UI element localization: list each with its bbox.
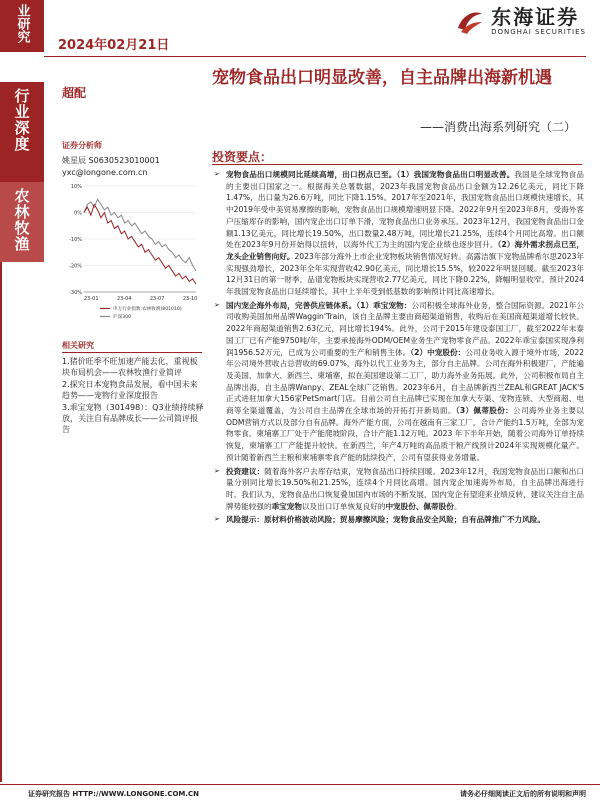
bold-text-run: 宠物食品出口规模同比延续高增，出口拐点已至。（1）我国宠物食品出口明显改善。	[226, 170, 515, 179]
text-run: 以及出口订单恢复良好的	[301, 501, 386, 511]
investment-points-body	[212, 169, 584, 528]
header-divider	[44, 56, 586, 57]
sidebar-divider	[0, 262, 2, 782]
sidebar-top-label: 业研究	[0, 0, 44, 52]
bullet-icon: ➢	[214, 300, 220, 309]
point-paragraph	[212, 169, 584, 298]
analyst-email[interactable]: yxc@longone.com.cn	[62, 168, 148, 177]
bold-text-run: （2）中宠股份：	[410, 347, 466, 357]
report-title: 宠物食品出口明显改善，自主品牌出海新机遇	[212, 68, 552, 88]
bold-text-run: 乖宝宠物	[271, 501, 302, 511]
report-subtitle: ——消费出海系列研究（二）	[419, 120, 576, 134]
performance-chart	[60, 180, 200, 330]
bold-text-run: 投资建议：	[226, 466, 265, 476]
related-item[interactable]: 2.探究日本宠物食品发展，看中国未来趋势——宠物行业深度报告	[62, 379, 198, 401]
company-logo	[455, 6, 586, 36]
related-divider	[62, 352, 202, 353]
related-research-heading: 相关研究	[62, 341, 94, 350]
rating-label: 超配	[62, 86, 87, 100]
footer-left[interactable]: 证券研究报告 HTTP://WWW.LONGONE.COM.CN	[28, 790, 200, 798]
bold-text-run: （2）海外需求拐点已至，龙头企业销售向好。	[226, 240, 585, 261]
investment-points-divider	[212, 164, 582, 165]
legend-label: 申万行业指数:农林牧渔(801010)	[113, 307, 182, 312]
y-tick-label: -30%	[69, 290, 82, 296]
bold-text-run: 中宠股份、佩蒂股份	[385, 501, 454, 511]
point-paragraph	[212, 514, 584, 526]
left-sidebar	[0, 0, 44, 800]
series-line-hs300	[84, 199, 196, 270]
y-tick-label: -10%	[69, 237, 82, 243]
bold-text-run: 风险提示：原材料价格波动风险；贸易摩擦风险；宠物食品安全风险；自有品牌推广不力风险。	[226, 515, 545, 525]
text-run: 2023年部分海外上市企业宠物板块销售情况好转。高露洁旗下宠物品牌希尔思2023年实现强劲增长，2023年全年实现营收42.90亿美元，同比增长15.5%，较2022年明显回暖。截至2023年12月31日的第一财季，品谱宠物板块实现营收2.77亿美元，同比下降0.22%，降幅明显收窄。预计2024年我国宠物食品出口延续增长，其中上半年受到低基数的影响预计同比高速增长。	[226, 251, 584, 297]
report-date: 2024年02月21日	[58, 38, 170, 53]
y-tick-label: 10%	[70, 184, 82, 190]
sidebar-tag-sector: 农林牧渔	[0, 182, 44, 262]
bullet-icon: ➢	[214, 466, 220, 475]
text-run: 公司积极全球海外业务，整合国际资源。2021年公司收购美国加州品牌Waggin'Train，该自主品牌主要由商超渠道销售，收购后在美国商超渠道增长较快。2022年商超渠道销售2.63亿元，同比增长194%。此外，公司于2015年建设泰国工厂，截至2022年末泰国工厂已有产能9750吨/年，主要承接海外ODM/OEM业务生产宠物零食产品。2022年乖宝泰国实现净利润1956.52万元，已成为公司重要的生产和销售主体。	[226, 300, 584, 357]
text-run: 随着海外客户去库存结束，宠物食品出口持续回暖。2023年12月，我国宠物食品出口额和出口量分别同比增长19.50%和21.25%，连续4个月同比高增。国内宠企加速海外布局，自主品牌出海进行时。我们认为，宠物食品出口恢复叠加国内市场的不断发展，国内宠企有望迎来业绩反转，建议关注自主品牌势能较强的	[226, 466, 585, 511]
legend-label: 沪深300	[113, 315, 131, 320]
point-paragraph	[212, 466, 584, 513]
y-tick-label: -20%	[69, 263, 82, 270]
text-run: 公司业务收入源于境外市场，2022年公司境外营收占总营收的69.07%，海外以代工业务为主，部分自主品牌。公司在海外积极建厂，产能遍及美国、加拿大、新西兰、柬埔寨，拟在美国建设第二工厂，助力海外业务拓展。此外，公司积极布局自主品牌出海，自主品牌Wanpy、ZEAL全球广泛销售。2023年6月，自主品牌新西兰ZEAL和GREAT JACK'S正式进驻加拿大156家PetSmart门店。目前公司自主品牌已实现在加拿大专渠、宠物连锁、大型商超、电商等全渠道覆盖，为公司自主品牌在全球市场的开拓打开新局面。	[226, 347, 584, 416]
y-tick-label: 0%	[74, 210, 82, 217]
investment-points-heading: 投资要点：	[212, 150, 273, 164]
x-tick-label: 23-01	[84, 296, 99, 302]
point-paragraph	[212, 300, 584, 464]
bold-text-run: 国内宠企海外布局，完善供应链体系。（1）乖宝宠物：	[226, 300, 412, 310]
related-item[interactable]: 3.乖宝宠物（301498）：Q3业绩持续释放，关注自有品牌成长——公司简评报告	[62, 402, 204, 435]
text-run: 公司海外业务主要以ODM营销方式以及部分自有品牌。海外产能方面，公司在越南有三家工厂，合计产能约1.5万吨，全部为宠物零食。柬埔寨工厂处于产能爬坡阶段，合计产能1.12万吨。2023 年下半年开始，随着公司海外订单持续恢复，柬埔寨工厂产能提升较快。在新西兰，年产4万吨的高品质干粮产线预计2024年实现规模化量产。预计随着新西兰主粮和柬埔寨零食产能的陆续投产，公司有望获得业务增量。	[226, 406, 585, 462]
footer-right: 请务必仔细阅读正文后的所有说明和声明	[460, 790, 586, 798]
donghai-logo-icon	[455, 6, 485, 36]
text-run: 。	[453, 501, 462, 511]
sidebar-tag-industry-depth: 行业深度	[0, 82, 44, 182]
analyst-heading: 证券分析师	[62, 141, 102, 150]
x-tick-label: 23-10	[182, 296, 198, 302]
series-line-agri-index	[84, 205, 196, 285]
bullet-icon: ➢	[214, 170, 220, 178]
bullet-icon: ➢	[214, 515, 220, 524]
x-tick-label: 23-07	[149, 296, 165, 302]
related-research-list	[62, 356, 204, 436]
related-item[interactable]: 1.猪价旺季不旺加速产能去化，重视板块布局机会——农林牧渔行业简评	[62, 357, 198, 378]
bold-text-run: （3）佩蒂股份：	[455, 406, 514, 416]
footer-divider	[0, 784, 600, 785]
logo-english-name: DONGHAI SECURITIES	[491, 28, 586, 36]
logo-chinese-name: 东海证券	[491, 5, 580, 29]
text-run: 我国是全球宠物食品的主要出口国家之一。根据海关总署数据，2023年我国宠物食品出口金额为12.26亿美元，同比下降1.47%，出口量为26.6万吨，同比下降1.15%。2017年至2021年，我国宠物食品出口规模快速增长，其中2019年受中美贸易摩擦的影响，宠物食品出口规模增速明显下降。2022年9月至2023年8月，受海外客户压缩库存的影响，国内宠企出口订单下滑，宠物食品出口业务承压。2023年12月，我国宠物食品出口金额1.13亿美元，同比增长19.50%，出口数量2.48万吨，同比增长21.25%，连续4个月同比高增。出口额处在2023年9月份开始得以扭转，以海外代工为主的国内宠企业绩也逐步回升。	[226, 170, 585, 250]
analyst-name: 姚星辰 S0630523010001	[62, 156, 160, 165]
x-tick-label: 23-04	[116, 296, 132, 302]
